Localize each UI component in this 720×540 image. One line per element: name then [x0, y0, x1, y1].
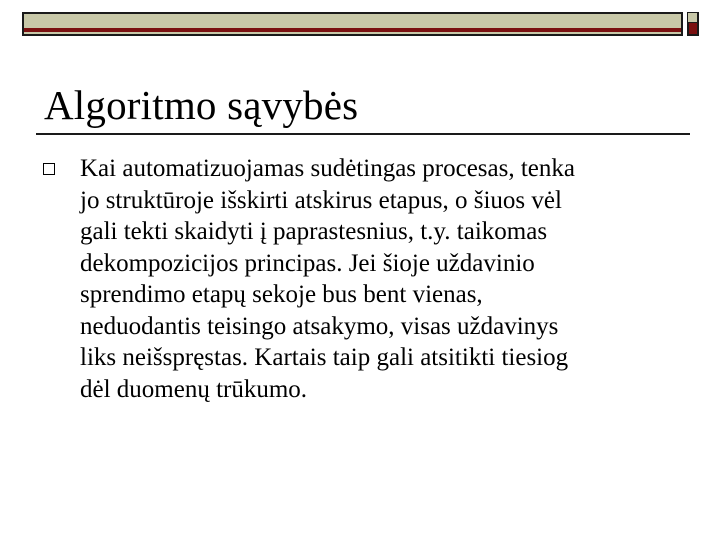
paragraph-line: liks neišspręstas. Kartais taip gali atsitikti tiesiog: [80, 344, 569, 371]
header-bar: [22, 12, 683, 36]
slide-paragraph: [80, 153, 720, 405]
slide-title: Algoritmo sąvybės: [44, 82, 359, 128]
header-bar-accent-line: [24, 28, 681, 32]
paragraph-line: dėl duomenų trūkumo.: [80, 375, 308, 403]
hollow-square-bullet-icon: [43, 163, 55, 175]
title-divider: [36, 133, 690, 135]
paragraph-line: Kai automatizuojamas sudėtingas procesas, tenka: [80, 155, 575, 182]
paragraph-line: gali tekti skaidyti į paprastesnius, t.y. taikomas: [80, 218, 548, 245]
paragraph-line: dekompozicijos principas. Jei šioje uždavinio: [80, 249, 535, 277]
paragraph-line: neduodantis teisingo atsakymo, visas uždavinys: [80, 312, 559, 340]
paragraph-line: sprendimo etapų sekoje bus bent vienas,: [80, 281, 483, 308]
paragraph-line: jo struktūroje išskirti atskirus etapus, o šiuos vėl: [80, 186, 562, 214]
header-corner-square: [688, 13, 698, 23]
